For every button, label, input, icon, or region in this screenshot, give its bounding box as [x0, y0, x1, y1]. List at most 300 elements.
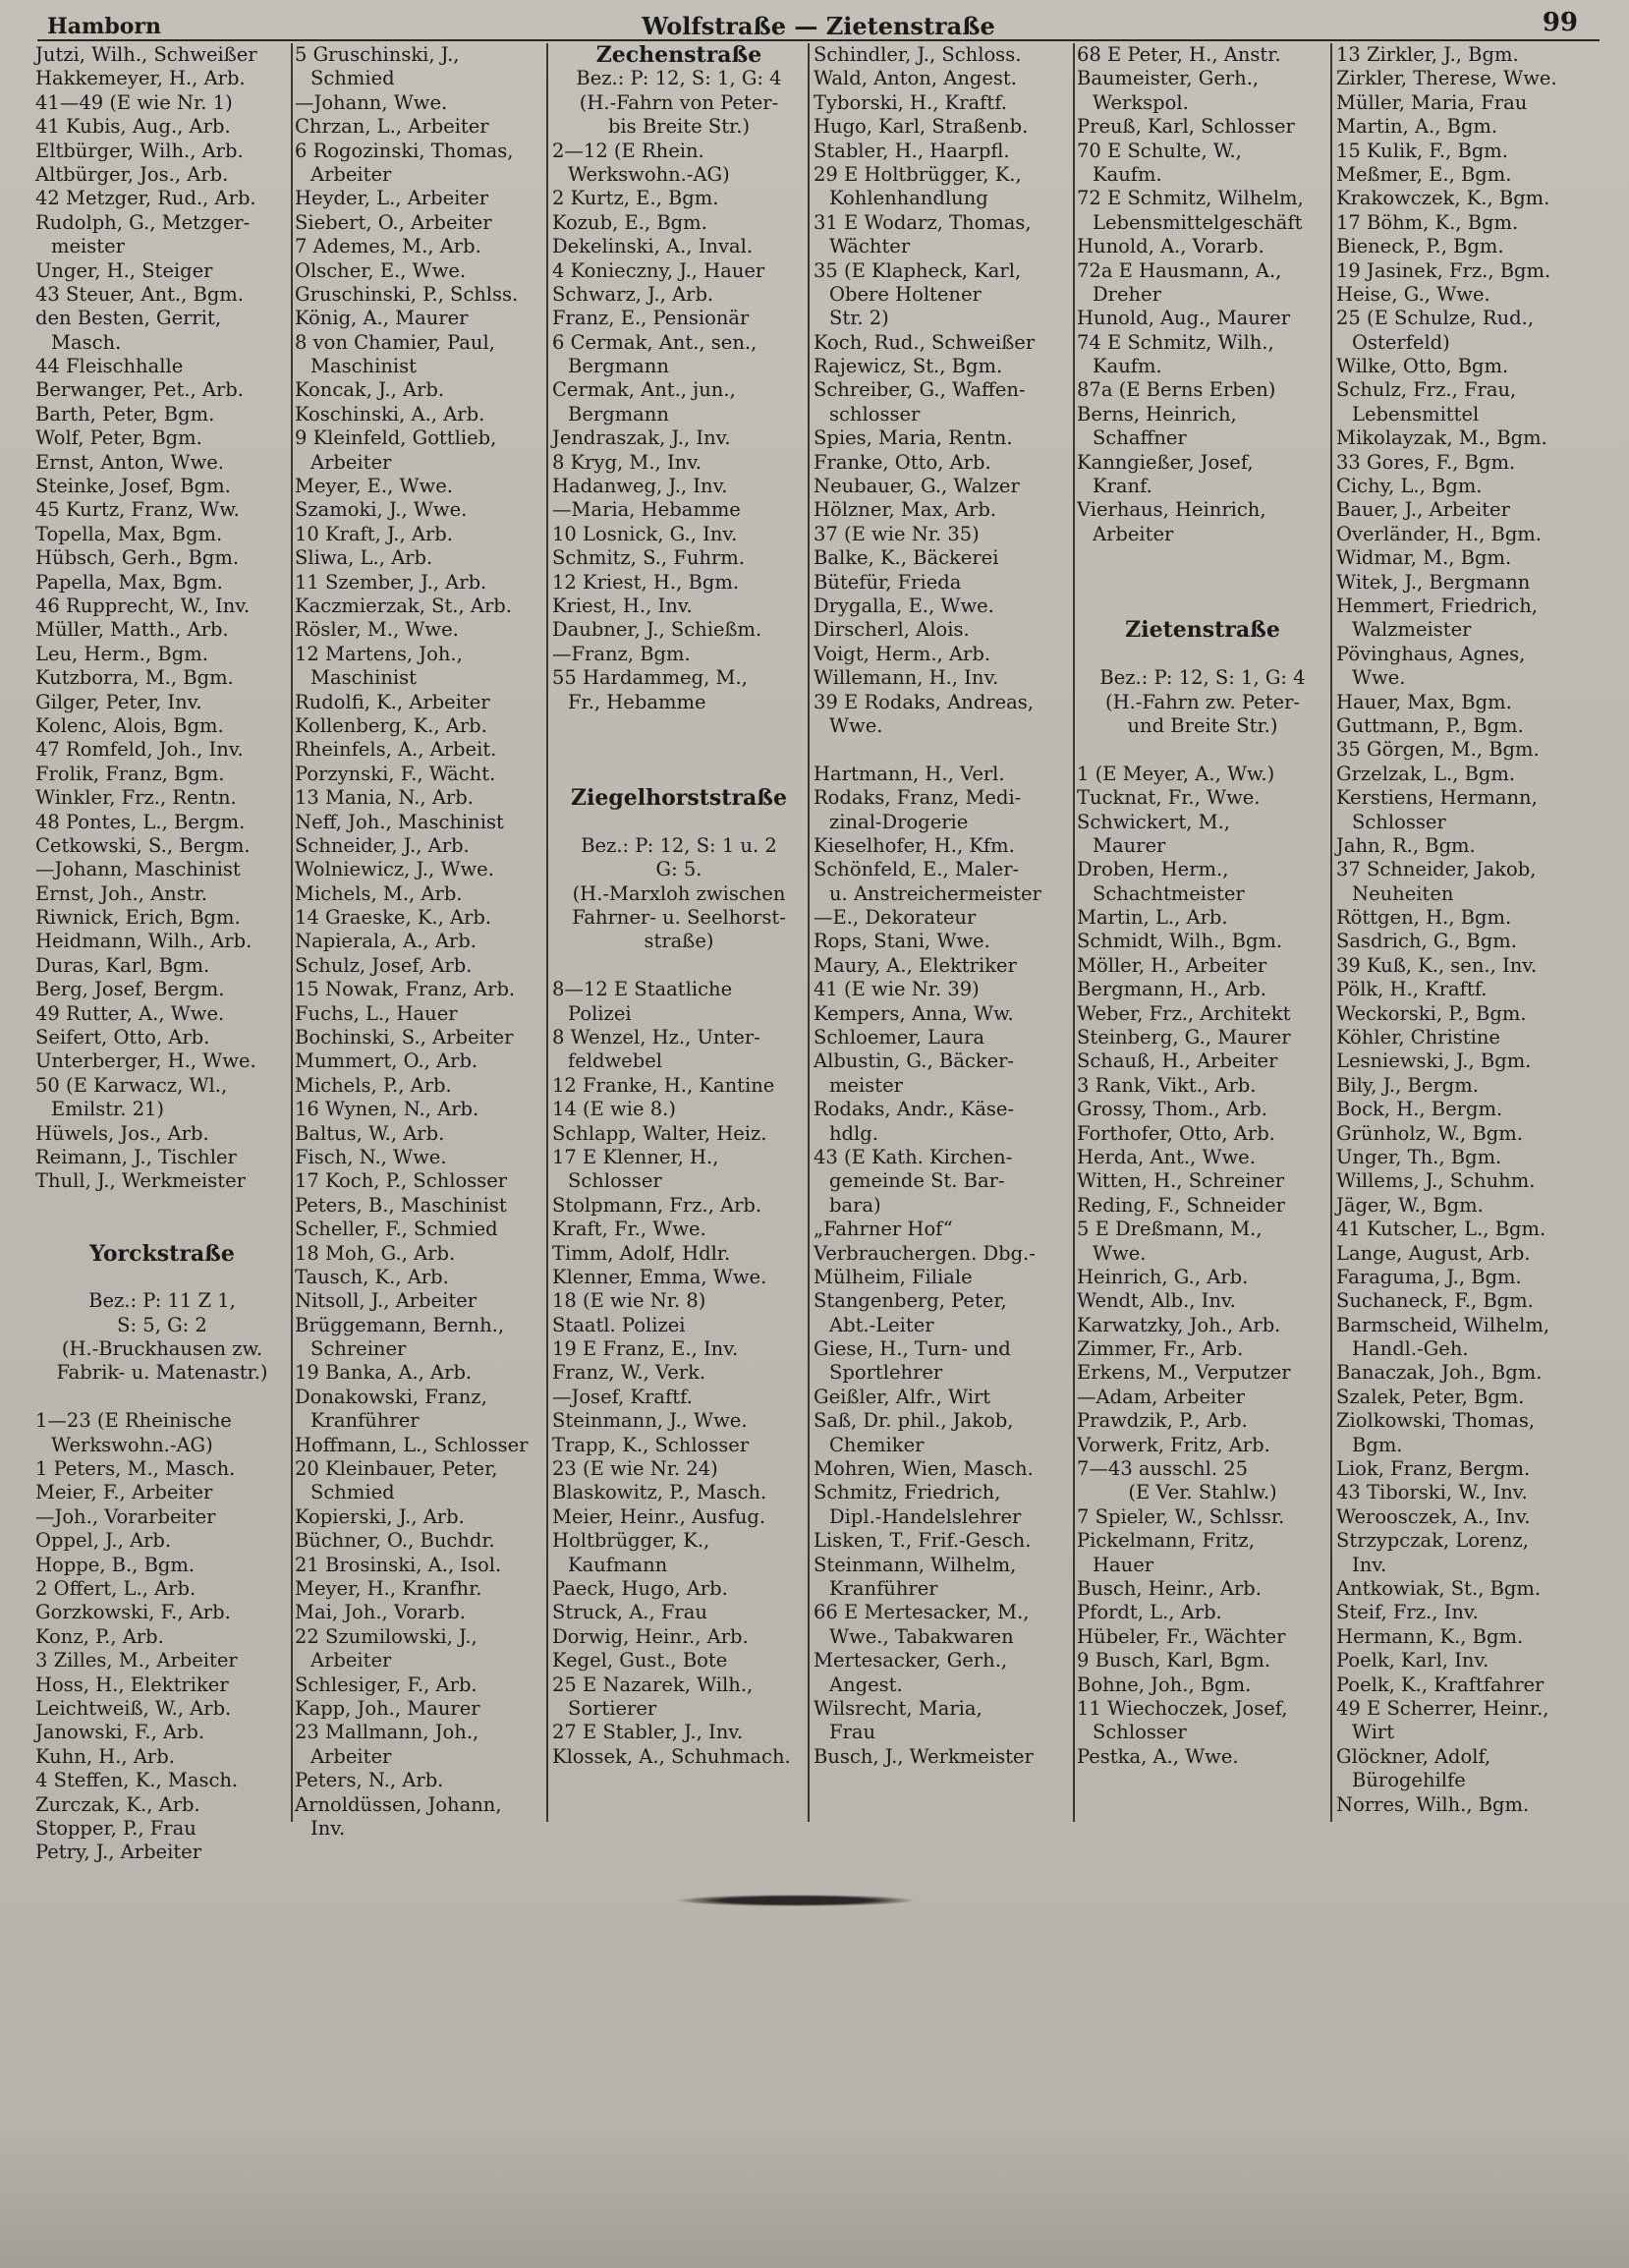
directory-entry: Busch, J., Werkmeister: [814, 1744, 1034, 1768]
directory-entry: Witten, H., Schreiner: [1077, 1169, 1285, 1193]
directory-entry: Michels, M., Arb.: [295, 881, 463, 905]
directory-entry: Hölzner, Max, Arb.: [814, 498, 997, 522]
directory-entry: Droben, Herm.,: [1077, 858, 1229, 881]
directory-entry: Glöckner, Adolf,: [1336, 1744, 1491, 1768]
directory-entry: Erkens, M., Verputzer: [1077, 1361, 1291, 1385]
directory-entry: Steinke, Josef, Bgm.: [35, 475, 231, 498]
directory-entry: —Johann, Maschinist: [35, 858, 241, 881]
directory-entry: 43 Tiborski, W., Inv.: [1336, 1481, 1528, 1504]
directory-entry: 41 Kutscher, L., Bgm.: [1336, 1218, 1546, 1241]
directory-entry: Szalek, Peter, Bgm.: [1336, 1385, 1525, 1408]
directory-entry: Szamoki, J., Wwe.: [295, 498, 468, 522]
directory-entry: Staatl. Polizei: [552, 1313, 686, 1336]
directory-entry: Kriest, H., Inv.: [552, 594, 693, 617]
directory-entry: 19 Jasinek, Frz., Bgm.: [1336, 258, 1551, 282]
directory-entry: hdlg.: [829, 1121, 878, 1145]
directory-entry: Kaczmierzak, St., Arb.: [295, 594, 512, 617]
directory-entry: Berwanger, Pet., Arb.: [35, 378, 244, 402]
street-heading: Zechenstraße: [595, 42, 762, 68]
directory-entry: 25 E Nazarek, Wilh.,: [552, 1673, 754, 1696]
directory-entry: Winkler, Frz., Rentn.: [35, 786, 237, 810]
directory-entry: 2 Offert, L., Arb.: [35, 1577, 197, 1600]
directory-entry: Willemann, H., Inv.: [814, 666, 999, 690]
directory-entry: Leichtweiß, W., Arb.: [35, 1696, 232, 1720]
directory-entry: 68 E Peter, H., Anstr.: [1077, 43, 1281, 66]
directory-entry: Bergmann: [568, 402, 669, 425]
column-divider: [291, 43, 293, 1822]
directory-entry: Weckorski, P., Bgm.: [1336, 1001, 1527, 1025]
directory-entry: —E., Dekorateur: [814, 906, 977, 930]
directory-entry: Suchaneck, F., Bgm.: [1336, 1289, 1534, 1313]
directory-entry: Wwe.: [829, 713, 883, 737]
directory-entry: 16 Wynen, N., Arb.: [295, 1098, 479, 1121]
directory-entry: —Franz, Bgm.: [552, 642, 691, 665]
directory-entry: Fuchs, L., Hauer: [295, 1001, 458, 1025]
directory-entry: Forthofer, Otto, Arb.: [1077, 1121, 1275, 1145]
directory-entry: 14 (E wie 8.): [552, 1098, 676, 1121]
directory-entry: Rajewicz, St., Bgm.: [814, 355, 1003, 378]
directory-entry: Lebensmittelgeschäft: [1093, 210, 1303, 234]
directory-entry: Kranf.: [1093, 475, 1152, 498]
directory-entry: Berns, Heinrich,: [1077, 402, 1237, 425]
directory-entry: 6 Rogozinski, Thomas,: [295, 139, 514, 162]
directory-entry: Hermann, K., Bgm.: [1336, 1624, 1524, 1648]
directory-entry: Hüwels, Jos., Arb.: [35, 1121, 209, 1145]
spacer: [1077, 643, 1328, 666]
directory-entry: Wirt: [1352, 1721, 1395, 1744]
directory-entry: Seifert, Otto, Arb.: [35, 1026, 210, 1049]
directory-entry: Dirscherl, Alois.: [814, 618, 970, 642]
directory-entry: Rodaks, Andr., Käse-: [814, 1098, 1014, 1121]
directory-entry: 11 Wiechoczek, Josef,: [1077, 1696, 1288, 1720]
directory-entry: Müller, Matth., Arb.: [35, 618, 229, 642]
directory-entry: 1 (E Meyer, A., Ww.): [1077, 762, 1275, 785]
directory-entry: Weroosczek, A., Inv.: [1336, 1504, 1531, 1528]
directory-entry: Norres, Wilh., Bgm.: [1336, 1792, 1530, 1816]
directory-entry: Schlosser: [568, 1169, 662, 1193]
spacer: [552, 714, 806, 738]
directory-entry: Schlesiger, F., Arb.: [295, 1673, 477, 1696]
directory-entry: 66 E Mertesacker, M.,: [814, 1601, 1030, 1624]
directory-entry: Angest.: [829, 1673, 903, 1696]
directory-entry: 4 Steffen, K., Masch.: [35, 1769, 239, 1792]
directory-entry: Tyborski, H., Kraftf.: [814, 90, 1007, 114]
spacer: [552, 811, 806, 834]
directory-entry: 43 (E Kath. Kirchen-: [814, 1145, 1013, 1168]
directory-entry: Bergmann, H., Arb.: [1077, 978, 1266, 1001]
spacer: [35, 1218, 289, 1241]
directory-entry: 1—23 (E Rheinische: [35, 1409, 232, 1433]
directory-entry: —Joh., Vorarbeiter: [35, 1504, 216, 1528]
directory-entry: (H.-Marxloh zwischen: [572, 881, 786, 905]
directory-entry: 3 Zilles, M., Arbeiter: [35, 1649, 238, 1673]
directory-entry: Sportlehrer: [829, 1361, 943, 1385]
directory-entry: Bock, H., Bergm.: [1336, 1098, 1503, 1121]
directory-entry: 9 Kleinfeld, Gottlieb,: [295, 426, 497, 450]
directory-entry: 10 Kraft, J., Arb.: [295, 522, 453, 545]
directory-entry: Riwnick, Erich, Bgm.: [35, 906, 241, 930]
directory-entry: Lesniewski, J., Bgm.: [1336, 1049, 1532, 1073]
directory-entry: 37 Schneider, Jakob,: [1336, 858, 1537, 881]
spacer: [552, 738, 806, 762]
directory-entry: Donakowski, Franz,: [295, 1385, 487, 1408]
directory-entry: Witek, J., Bergmann: [1336, 570, 1531, 594]
directory-entry: 37 (E wie Nr. 35): [814, 522, 980, 545]
directory-entry: Steif, Frz., Inv.: [1336, 1601, 1479, 1624]
directory-entry: Antkowiak, St., Bgm.: [1336, 1577, 1542, 1600]
directory-entry: Pövinghaus, Agnes,: [1336, 642, 1526, 665]
spacer: [1077, 571, 1328, 595]
directory-entry: Michels, P., Arb.: [295, 1073, 452, 1097]
directory-entry: Unger, Th., Bgm.: [1336, 1145, 1502, 1168]
directory-entry: Liok, Franz, Bergm.: [1336, 1457, 1531, 1481]
directory-entry: Berg, Josef, Bergm.: [35, 978, 225, 1001]
directory-entry: Gorzkowski, F., Arb.: [35, 1601, 231, 1624]
column-divider: [546, 43, 548, 1822]
directory-entry: 11 Szember, J., Arb.: [295, 570, 487, 594]
directory-entry: (H.-Fahrn von Peter-: [579, 90, 779, 114]
directory-entry: 46 Rupprecht, W., Inv.: [35, 594, 251, 617]
directory-entry: Scheller, F., Schmied: [295, 1218, 498, 1241]
spacer: [814, 738, 1071, 762]
directory-entry: bara): [829, 1193, 881, 1217]
directory-entry: Petry, J., Arbeiter: [35, 1841, 202, 1864]
directory-entry: 41 (E wie Nr. 39): [814, 978, 980, 1001]
directory-entry: 39 Kuß, K., sen., Inv.: [1336, 953, 1538, 977]
directory-entry: Stangenberg, Peter,: [814, 1289, 1007, 1313]
directory-entry: Schachtmeister: [1093, 881, 1245, 905]
directory-entry: Werkswohn.-AG): [568, 162, 730, 186]
directory-entry: Werkspol.: [1093, 90, 1189, 114]
directory-entry: Kutzborra, M., Bgm.: [35, 666, 234, 690]
directory-entry: 44 Fleischhalle: [35, 355, 184, 378]
directory-entry: Konz, P., Arb.: [35, 1624, 164, 1648]
directory-entry: meister: [829, 1073, 903, 1097]
directory-entry: Steinmann, Wilhelm,: [814, 1553, 1017, 1576]
directory-entry: 35 (E Klapheck, Karl,: [814, 258, 1022, 282]
directory-entry: Frolik, Franz, Bgm.: [35, 762, 225, 785]
directory-entry: Obere Holtener: [829, 282, 982, 306]
directory-entry: Schmied: [310, 67, 395, 90]
directory-entry: Büchner, O., Buchdr.: [295, 1529, 495, 1553]
directory-entry: Maury, A., Elektriker: [814, 953, 1017, 977]
directory-entry: 74 E Schmitz, Wilh.,: [1077, 330, 1274, 354]
spacer: [1077, 595, 1328, 618]
directory-entry: —Josef, Kraftf.: [552, 1385, 693, 1408]
directory-entry: 7 Spieler, W., Schlssr.: [1077, 1504, 1285, 1528]
directory-entry: 50 (E Karwacz, Wl.,: [35, 1073, 228, 1097]
directory-entry: G: 5.: [655, 858, 702, 881]
directory-entry: 72 E Schmitz, Wilhelm,: [1077, 187, 1304, 210]
directory-entry: Peters, N., Arb.: [295, 1769, 444, 1792]
directory-entry: Neff, Joh., Maschinist: [295, 810, 504, 833]
directory-entry: Hoffmann, L., Schlosser: [295, 1433, 529, 1456]
directory-entry: Chemiker: [829, 1433, 925, 1456]
street-heading: Ziegelhorststraße: [570, 785, 788, 812]
directory-entry: 27 E Stabler, J., Inv.: [552, 1721, 744, 1744]
directory-entry: Dreher: [1093, 282, 1161, 306]
directory-entry: Hakkemeyer, H., Arb.: [35, 67, 246, 90]
directory-entry: Schwickert, M.,: [1077, 810, 1230, 833]
directory-entry: Cichy, L., Bgm.: [1336, 475, 1483, 498]
directory-entry: Kopierski, J., Arb.: [295, 1504, 465, 1528]
directory-entry: Wächter: [829, 235, 911, 258]
directory-entry: Arnoldüssen, Johann,: [295, 1792, 502, 1816]
directory-entry: Wwe.: [1093, 1241, 1147, 1265]
directory-entry: Franz, E., Pensionär: [552, 307, 750, 330]
directory-entry: den Besten, Gerrit,: [35, 307, 222, 330]
directory-entry: —Adam, Arbeiter: [1077, 1385, 1245, 1408]
directory-entry: Kohlenhandlung: [829, 187, 988, 210]
directory-entry: 18 Moh, G., Arb.: [295, 1241, 456, 1265]
directory-entry: Kuhn, H., Arb.: [35, 1744, 175, 1768]
directory-entry: Wwe., Tabakwaren: [829, 1624, 1014, 1648]
directory-entry: Topella, Max, Bgm.: [35, 522, 223, 545]
directory-entry: Hoss, H., Elektriker: [35, 1673, 229, 1696]
directory-entry: Sliwa, L., Arb.: [295, 546, 433, 570]
directory-entry: Schlosser: [1352, 810, 1446, 833]
street-heading: Zietenstraße: [1125, 617, 1280, 644]
directory-entry: Schreiber, G., Waffen-: [814, 378, 1026, 402]
directory-entry: Hartmann, H., Verl.: [814, 762, 1005, 785]
directory-entry: Drygalla, E., Wwe.: [814, 594, 994, 617]
directory-entry: Kieselhofer, H., Kfm.: [814, 833, 1015, 857]
directory-entry: S: 5, G: 2: [117, 1313, 207, 1336]
directory-column-1: [35, 43, 289, 1864]
directory-entry: 5 E Dreßmann, M.,: [1077, 1218, 1263, 1241]
directory-entry: 43 Steuer, Ant., Bgm.: [35, 282, 244, 306]
directory-entry: Kolenc, Alois, Bgm.: [35, 713, 224, 737]
directory-entry: Bez.: P: 12, S: 1 u. 2: [581, 833, 777, 857]
directory-entry: Str. 2): [829, 307, 889, 330]
directory-entry: Jäger, W., Bgm.: [1336, 1193, 1484, 1217]
directory-entry: Gilger, Peter, Inv.: [35, 690, 202, 713]
directory-entry: Saß, Dr. phil., Jakob,: [814, 1409, 1014, 1433]
directory-entry: 8 Wenzel, Hz., Unter-: [552, 1026, 760, 1049]
directory-entry: 49 E Scherrer, Heinr.,: [1336, 1696, 1549, 1720]
directory-column-4: [814, 43, 1071, 1812]
directory-entry: Kapp, Joh., Maurer: [295, 1696, 480, 1720]
directory-entry: 41 Kubis, Aug., Arb.: [35, 115, 231, 139]
directory-entry: 13 Zirkler, J., Bgm.: [1336, 43, 1519, 66]
directory-entry: 33 Gores, F., Bgm.: [1336, 450, 1516, 474]
column-divider: [1330, 43, 1332, 1822]
directory-entry: Albustin, G., Bäcker-: [814, 1049, 1015, 1073]
directory-entry: Wilke, Otto, Bgm.: [1336, 355, 1509, 378]
directory-entry: 45 Kurtz, Franz, Ww.: [35, 498, 240, 522]
directory-entry: Reding, F., Schneider: [1077, 1193, 1285, 1217]
directory-entry: Müller, Maria, Frau: [1336, 90, 1528, 114]
directory-entry: Baltus, W., Arb.: [295, 1121, 445, 1145]
directory-entry: Klenner, Emma, Wwe.: [552, 1265, 767, 1288]
directory-entry: Schulz, Josef, Arb.: [295, 953, 473, 977]
directory-entry: Mummert, O., Arb.: [295, 1049, 478, 1073]
directory-entry: 12 Kriest, H., Bgm.: [552, 570, 740, 594]
directory-entry: Masch.: [51, 330, 122, 354]
directory-entry: meister: [51, 235, 125, 258]
directory-entry: 6 Cermak, Ant., sen.,: [552, 330, 758, 354]
directory-entry: Steinberg, G., Maurer: [1077, 1026, 1291, 1049]
directory-entry: Hoppe, B., Bgm.: [35, 1553, 196, 1576]
directory-entry: 12 Martens, Joh.,: [295, 642, 463, 665]
directory-entry: Ernst, Joh., Anstr.: [35, 881, 207, 905]
directory-entry: Grzelzak, L., Bgm.: [1336, 762, 1516, 785]
directory-entry: Kanngießer, Josef,: [1077, 450, 1254, 474]
directory-entry: 15 Kulik, F., Bgm.: [1336, 139, 1508, 162]
directory-entry: Geißler, Alfr., Wirt: [814, 1385, 991, 1408]
directory-entry: Verbrauchergen. Dbg.-: [814, 1241, 1036, 1265]
directory-entry: Meier, F., Arbeiter: [35, 1481, 213, 1504]
directory-entry: Kaufm.: [1093, 355, 1162, 378]
directory-entry: Hunold, Aug., Maurer: [1077, 307, 1291, 330]
directory-entry: Martin, A., Bgm.: [1336, 115, 1498, 139]
directory-entry: 25 (E Schulze, Rud.,: [1336, 307, 1535, 330]
directory-entry: Wolf, Peter, Bgm.: [35, 426, 202, 450]
directory-entry: Lebensmittel: [1352, 402, 1480, 425]
directory-entry: Lisken, T., Frif.-Gesch.: [814, 1529, 1032, 1553]
directory-entry: Schlapp, Walter, Heiz.: [552, 1121, 767, 1145]
directory-entry: Rops, Stani, Wwe.: [814, 930, 990, 953]
directory-entry: Barmscheid, Wilhelm,: [1336, 1313, 1550, 1336]
directory-entry: Trapp, K., Schlosser: [552, 1433, 750, 1456]
directory-entry: Kollenberg, K., Arb.: [295, 713, 487, 737]
directory-entry: —Johann, Wwe.: [295, 90, 448, 114]
directory-entry: Wilsrecht, Maria,: [814, 1696, 983, 1720]
directory-entry: 55 Hardammeg, M.,: [552, 666, 748, 690]
directory-entry: Giese, H., Turn- und: [814, 1337, 1011, 1361]
directory-entry: Lange, August, Arb.: [1336, 1241, 1531, 1265]
spacer: [35, 1194, 289, 1218]
directory-entry: Tausch, K., Arb.: [295, 1265, 449, 1288]
directory-entry: Preuß, Karl, Schlosser: [1077, 115, 1295, 139]
directory-entry: Tucknat, Fr., Wwe.: [1077, 786, 1261, 810]
directory-entry: Polizei: [568, 1001, 632, 1025]
directory-entry: Overländer, H., Bgm.: [1336, 522, 1542, 545]
directory-entry: Timm, Adolf, Hdlr.: [552, 1241, 731, 1265]
directory-entry: Schreiner: [310, 1337, 407, 1361]
directory-entry: Pölk, H., Kraftf.: [1336, 978, 1488, 1001]
directory-entry: Steinmann, J., Wwe.: [552, 1409, 748, 1433]
page-number: 99: [1542, 8, 1578, 37]
directory-entry: Duras, Karl, Bgm.: [35, 953, 210, 977]
directory-entry: Inv.: [1352, 1553, 1387, 1576]
directory-entry: Maschinist: [310, 666, 417, 690]
directory-entry: Bergmann: [568, 355, 669, 378]
directory-entry: Maschinist: [310, 355, 417, 378]
directory-entry: Schönfeld, E., Maler-: [814, 858, 1020, 881]
directory-entry: 35 Görgen, M., Bgm.: [1336, 738, 1540, 762]
directory-entry: Schaffner: [1093, 426, 1187, 450]
directory-entry: gemeinde St. Bar-: [829, 1169, 1005, 1193]
directory-entry: Ernst, Anton, Wwe.: [35, 450, 225, 474]
header-city: Hamborn: [47, 14, 161, 39]
directory-entry: 7 Ademes, M., Arb.: [295, 235, 481, 258]
directory-entry: Baumeister, Gerh.,: [1077, 67, 1260, 90]
directory-entry: Hauer: [1093, 1553, 1154, 1576]
directory-entry: 39 E Rodaks, Andreas,: [814, 690, 1035, 713]
directory-entry: Fahrner- u. Seelhorst-: [572, 906, 786, 930]
directory-entry: Pickelmann, Fritz,: [1077, 1529, 1255, 1553]
directory-entry: Schwarz, J., Arb.: [552, 282, 714, 306]
directory-entry: Jahn, R., Bgm.: [1336, 833, 1476, 857]
directory-entry: 8 Kryg, M., Inv.: [552, 450, 702, 474]
directory-entry: Köhler, Christine: [1336, 1026, 1500, 1049]
directory-entry: Meier, Heinr., Ausfug.: [552, 1504, 766, 1528]
directory-entry: Thull, J., Werkmeister: [35, 1169, 246, 1193]
directory-column-2: [295, 43, 544, 1840]
directory-entry: Schneider, J., Arb.: [295, 833, 470, 857]
directory-entry: Walzmeister: [1352, 618, 1472, 642]
directory-entry: 2 Kurtz, E., Bgm.: [552, 187, 719, 210]
directory-entry: Zimmer, Fr., Arb.: [1077, 1337, 1244, 1361]
directory-entry: Bürogehilfe: [1352, 1769, 1466, 1792]
directory-entry: Mai, Joh., Vorarb.: [295, 1601, 466, 1624]
directory-entry: Martin, L., Arb.: [1077, 906, 1228, 930]
directory-entry: Arbeiter: [310, 1744, 392, 1768]
directory-entry: Neuheiten: [1352, 881, 1454, 905]
directory-entry: Unger, H., Steiger: [35, 258, 213, 282]
directory-entry: Papella, Max, Bgm.: [35, 570, 223, 594]
directory-entry: Mülheim, Filiale: [814, 1265, 973, 1288]
directory-entry: Franz, W., Verk.: [552, 1361, 706, 1385]
directory-entry: Abt.-Leiter: [829, 1313, 934, 1336]
directory-entry: Herda, Ant., Wwe.: [1077, 1145, 1256, 1168]
directory-entry: Krakowczek, K., Bgm.: [1336, 187, 1550, 210]
directory-entry: Karwatzky, Joh., Arb.: [1077, 1313, 1281, 1336]
directory-entry: Porzynski, F., Wächt.: [295, 762, 496, 785]
directory-column-3: [552, 43, 806, 1812]
directory-entry: (H.-Bruckhausen zw.: [61, 1337, 263, 1361]
directory-entry: Stolpmann, Frz., Arb.: [552, 1193, 762, 1217]
directory-entry: Holtbrügger, K.,: [552, 1529, 710, 1553]
directory-entry: Leu, Herm., Bgm.: [35, 642, 208, 665]
directory-entry: Strzypczak, Lorenz,: [1336, 1529, 1529, 1553]
directory-entry: Meßmer, E., Bgm.: [1336, 162, 1512, 186]
directory-entry: Emilstr. 21): [51, 1098, 165, 1121]
directory-entry: Klossek, A., Schuhmach.: [552, 1744, 791, 1768]
directory-entry: 20 Kleinbauer, Peter,: [295, 1457, 498, 1481]
directory-entry: Guttmann, P., Bgm.: [1336, 713, 1524, 737]
directory-entry: Busch, Heinr., Arb.: [1077, 1577, 1262, 1600]
directory-entry: 17 Böhm, K., Bgm.: [1336, 210, 1519, 234]
directory-entry: Bohne, Joh., Bgm.: [1077, 1673, 1252, 1696]
directory-entry: Rudolfi, K., Arbeiter: [295, 690, 490, 713]
directory-entry: Heinrich, G., Arb.: [1077, 1265, 1249, 1288]
directory-entry: 29 E Holtbrügger, K.,: [814, 162, 1022, 186]
directory-entry: Peters, B., Maschinist: [295, 1193, 507, 1217]
directory-entry: feldwebel: [568, 1049, 662, 1073]
directory-entry: Hübeler, Fr., Wächter: [1077, 1624, 1286, 1648]
directory-entry: 23 (E wie Nr. 24): [552, 1457, 718, 1481]
directory-entry: Koncak, J., Arb.: [295, 378, 445, 402]
street-heading: Yorckstraße: [89, 1240, 235, 1267]
directory-entry: Schloemer, Laura: [814, 1026, 985, 1049]
directory-entry: Koschinski, A., Arb.: [295, 402, 485, 425]
directory-entry: Arbeiter: [310, 162, 392, 186]
directory-entry: 49 Rutter, A., Wwe.: [35, 1001, 225, 1025]
directory-entry: Wolniewicz, J., Wwe.: [295, 858, 494, 881]
directory-entry: Schmitz, Friedrich,: [814, 1481, 1001, 1504]
directory-entry: Fabrik- u. Matenastr.): [56, 1361, 268, 1385]
directory-entry: 8 von Chamier, Paul,: [295, 330, 495, 354]
directory-entry: 7—43 ausschl. 25: [1077, 1457, 1249, 1481]
directory-entry: Hübsch, Gerh., Bgm.: [35, 546, 240, 570]
spacer: [552, 954, 806, 978]
directory-entry: 23 Mallmann, Joh.,: [295, 1721, 479, 1744]
directory-entry: Sasdrich, G., Bgm.: [1336, 930, 1517, 953]
directory-column-5: [1077, 43, 1328, 1812]
directory-entry: Bez.: P: 12, S: 1, G: 4: [1099, 666, 1306, 690]
